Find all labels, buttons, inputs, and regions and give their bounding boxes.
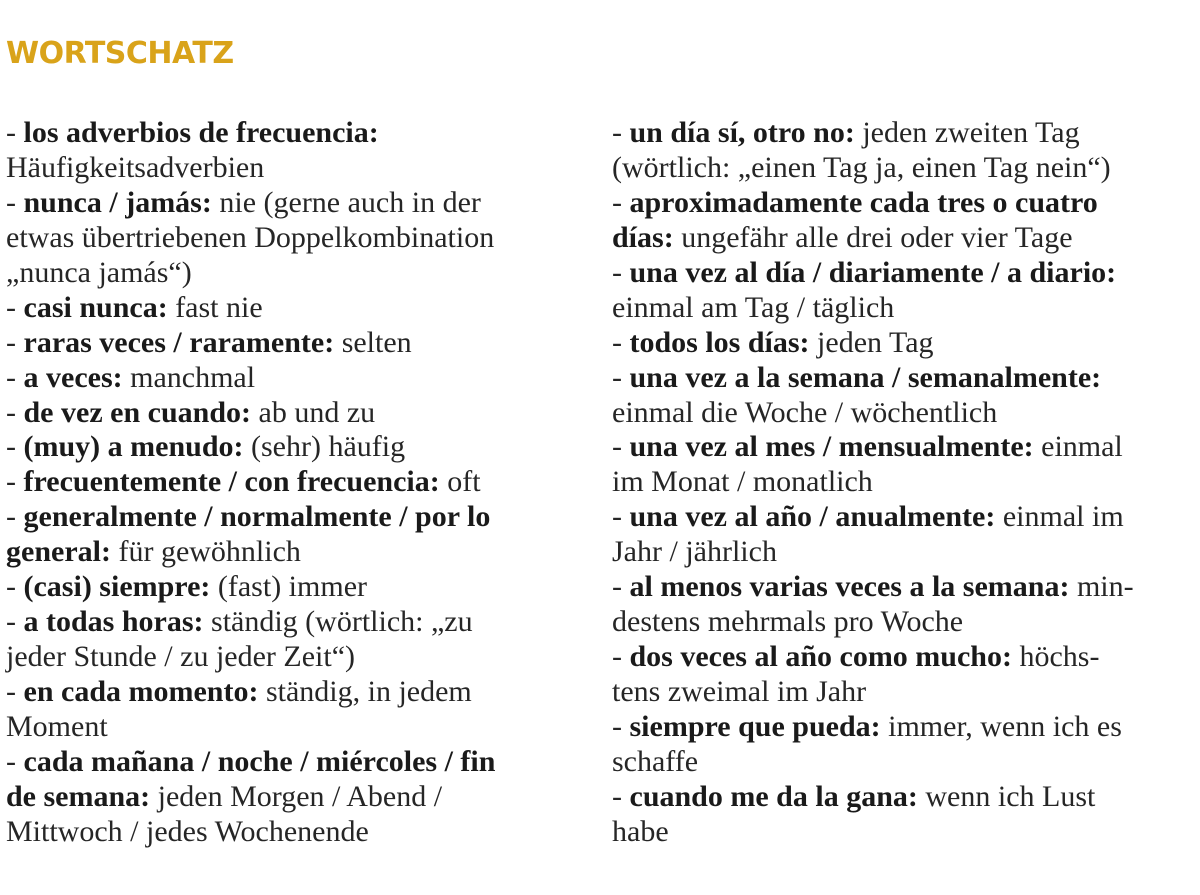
term: generalmente / normalmente / por lo: [23, 500, 491, 534]
vocabulary-line: [6, 535, 596, 570]
term: días:: [612, 220, 674, 254]
term: a todas horas:: [23, 605, 204, 639]
dash: -: [6, 675, 24, 708]
vocabulary-line: [6, 396, 596, 431]
dash: -: [612, 185, 630, 219]
translation: für gewöhnlich: [110, 535, 301, 569]
vocabulary-line: [612, 430, 1200, 465]
dash: -: [612, 325, 630, 359]
translation: habe: [612, 814, 669, 848]
dash: -: [612, 360, 630, 394]
translation: ungefähr alle drei oder vier Tage: [673, 220, 1073, 254]
vocabulary-line: [6, 500, 596, 535]
vocabulary-line: [6, 815, 596, 850]
translation: tens zweimal im Jahr: [612, 675, 867, 708]
translation: ständig (wörtlich: „zu: [203, 605, 473, 639]
term: los adverbios de frecuencia:: [23, 116, 379, 149]
dash: -: [612, 255, 630, 289]
dash: -: [6, 500, 24, 534]
dash: -: [6, 290, 24, 324]
translation: jeden Morgen / Abend /: [150, 779, 443, 813]
dash: -: [612, 640, 630, 674]
dash: -: [612, 500, 630, 534]
vocabulary-line: [612, 465, 1200, 500]
translation: fast nie: [167, 290, 263, 324]
term: casi nunca:: [23, 290, 168, 324]
translation: oft: [439, 465, 481, 499]
vocabulary-line: [6, 151, 596, 186]
term: cuando me da la gana:: [629, 779, 918, 813]
dash: -: [612, 116, 630, 149]
term: general:: [6, 535, 111, 569]
vocabulary-line: [6, 640, 596, 675]
vocabulary-line: [6, 430, 596, 465]
translation: destens mehrmals pro Woche: [612, 605, 964, 639]
term: nunca / jamás:: [23, 185, 212, 219]
term: una vez a la semana / semanalmente:: [629, 360, 1102, 394]
translation: ab und zu: [251, 395, 376, 429]
dash: -: [6, 605, 24, 639]
translation: jeder Stunde / zu jeder Zeit“): [6, 640, 356, 674]
vocabulary-line: [612, 186, 1200, 221]
dash: -: [612, 779, 630, 813]
vocabulary-line: [6, 186, 596, 221]
term: en cada momento:: [23, 675, 259, 708]
translation: (wörtlich: „einen Tag ja, einen Tag nein“): [612, 150, 1111, 184]
translation: Jahr / jährlich: [612, 535, 777, 569]
vocabulary-line: [612, 815, 1200, 850]
translation: einmal: [1033, 430, 1123, 464]
vocabulary-line: [612, 291, 1200, 326]
translation: manchmal: [122, 360, 256, 394]
dash: -: [6, 116, 24, 149]
vocabulary-line: [6, 675, 596, 710]
translation: höchs-: [1011, 640, 1100, 674]
dash: -: [6, 430, 24, 464]
vocabulary-line: [612, 151, 1200, 186]
vocabulary-line: [6, 361, 596, 396]
translation: etwas übertriebenen Doppelkombination: [6, 220, 495, 254]
section-title: WORTSCHATZ: [6, 36, 234, 71]
term: una vez al mes / mensualmente:: [629, 430, 1034, 464]
translation: jeden Tag: [809, 325, 934, 359]
vocabulary-line: [6, 710, 596, 745]
translation: selten: [334, 325, 412, 359]
dash: -: [6, 570, 24, 604]
term: (muy) a menudo:: [23, 430, 244, 464]
dash: -: [6, 185, 24, 219]
vocabulary-line: [612, 640, 1200, 675]
term: de semana:: [6, 779, 151, 813]
translation: (fast) immer: [210, 570, 367, 604]
vocabulary-line: [6, 605, 596, 640]
vocabulary-line: [6, 780, 596, 815]
term: una vez al año / anualmente:: [629, 500, 996, 534]
vocabulary-line: [612, 361, 1200, 396]
vocabulary-line: [6, 465, 596, 500]
dash: -: [6, 360, 24, 394]
translation: nie (gerne auch in der: [211, 185, 481, 219]
translation: Häufigkeitsadverbien: [6, 150, 265, 184]
vocabulary-column-left: [6, 116, 596, 850]
translation: einmal die Woche / wöchentlich: [612, 395, 998, 429]
dash: -: [612, 709, 630, 743]
vocabulary-line: [612, 500, 1200, 535]
term: una vez al día / diariamente / a diario:: [629, 255, 1117, 289]
translation: schaffe: [612, 744, 699, 778]
term: (casi) siempre:: [23, 570, 211, 604]
vocabulary-line: [612, 326, 1200, 361]
term: aproximadamente cada tres o cuatro: [629, 185, 1098, 219]
dash: -: [612, 570, 630, 604]
vocabulary-line: [612, 221, 1200, 256]
vocabulary-line: [6, 745, 596, 780]
vocabulary-line: [6, 221, 596, 256]
translation: min-: [1069, 570, 1134, 604]
term: todos los días:: [629, 325, 810, 359]
dash: -: [6, 744, 24, 778]
vocabulary-line: [6, 291, 596, 326]
translation: ständig, in jedem: [258, 675, 472, 708]
translation: immer, wenn ich es: [880, 709, 1122, 743]
vocabulary-line: [612, 116, 1200, 151]
term: cada mañana / noche / miércoles / fin: [23, 744, 496, 778]
dash: -: [6, 325, 24, 359]
vocabulary-line: [612, 745, 1200, 780]
vocabulary-line: [6, 570, 596, 605]
translation: Moment: [6, 709, 108, 743]
dash: -: [6, 465, 24, 499]
term: siempre que pueda:: [629, 709, 881, 743]
translation: im Monat / monatlich: [612, 465, 873, 499]
translation: jeden zweiten Tag: [854, 116, 1080, 149]
dash: -: [612, 430, 630, 464]
translation: einmal im: [995, 500, 1124, 534]
vocabulary-line: [612, 396, 1200, 431]
translation: einmal am Tag / täglich: [612, 290, 895, 324]
term: dos veces al año como mucho:: [629, 640, 1012, 674]
vocabulary-line: [612, 675, 1200, 710]
term: a veces:: [23, 360, 123, 394]
vocabulary-line: [612, 535, 1200, 570]
translation: wenn ich Lust: [917, 779, 1096, 813]
vocabulary-line: [6, 326, 596, 361]
translation: (sehr) häufig: [243, 430, 406, 464]
term: frecuentemente / con frecuencia:: [23, 465, 440, 499]
translation: „nunca jamás“): [6, 255, 192, 289]
translation: Mittwoch / jedes Wochenende: [6, 814, 369, 848]
vocabulary-line: [612, 570, 1200, 605]
term: raras veces / raramente:: [23, 325, 335, 359]
dash: -: [6, 395, 24, 429]
vocabulary-line: [612, 605, 1200, 640]
vocabulary-column-right: [612, 116, 1200, 850]
vocabulary-line: [612, 710, 1200, 745]
term: un día sí, otro no:: [629, 116, 855, 149]
vocabulary-line: [6, 116, 596, 151]
term: de vez en cuando:: [23, 395, 251, 429]
vocabulary-line: [6, 256, 596, 291]
term: al menos varias veces a la semana:: [629, 570, 1070, 604]
vocabulary-line: [612, 256, 1200, 291]
vocabulary-line: [612, 780, 1200, 815]
